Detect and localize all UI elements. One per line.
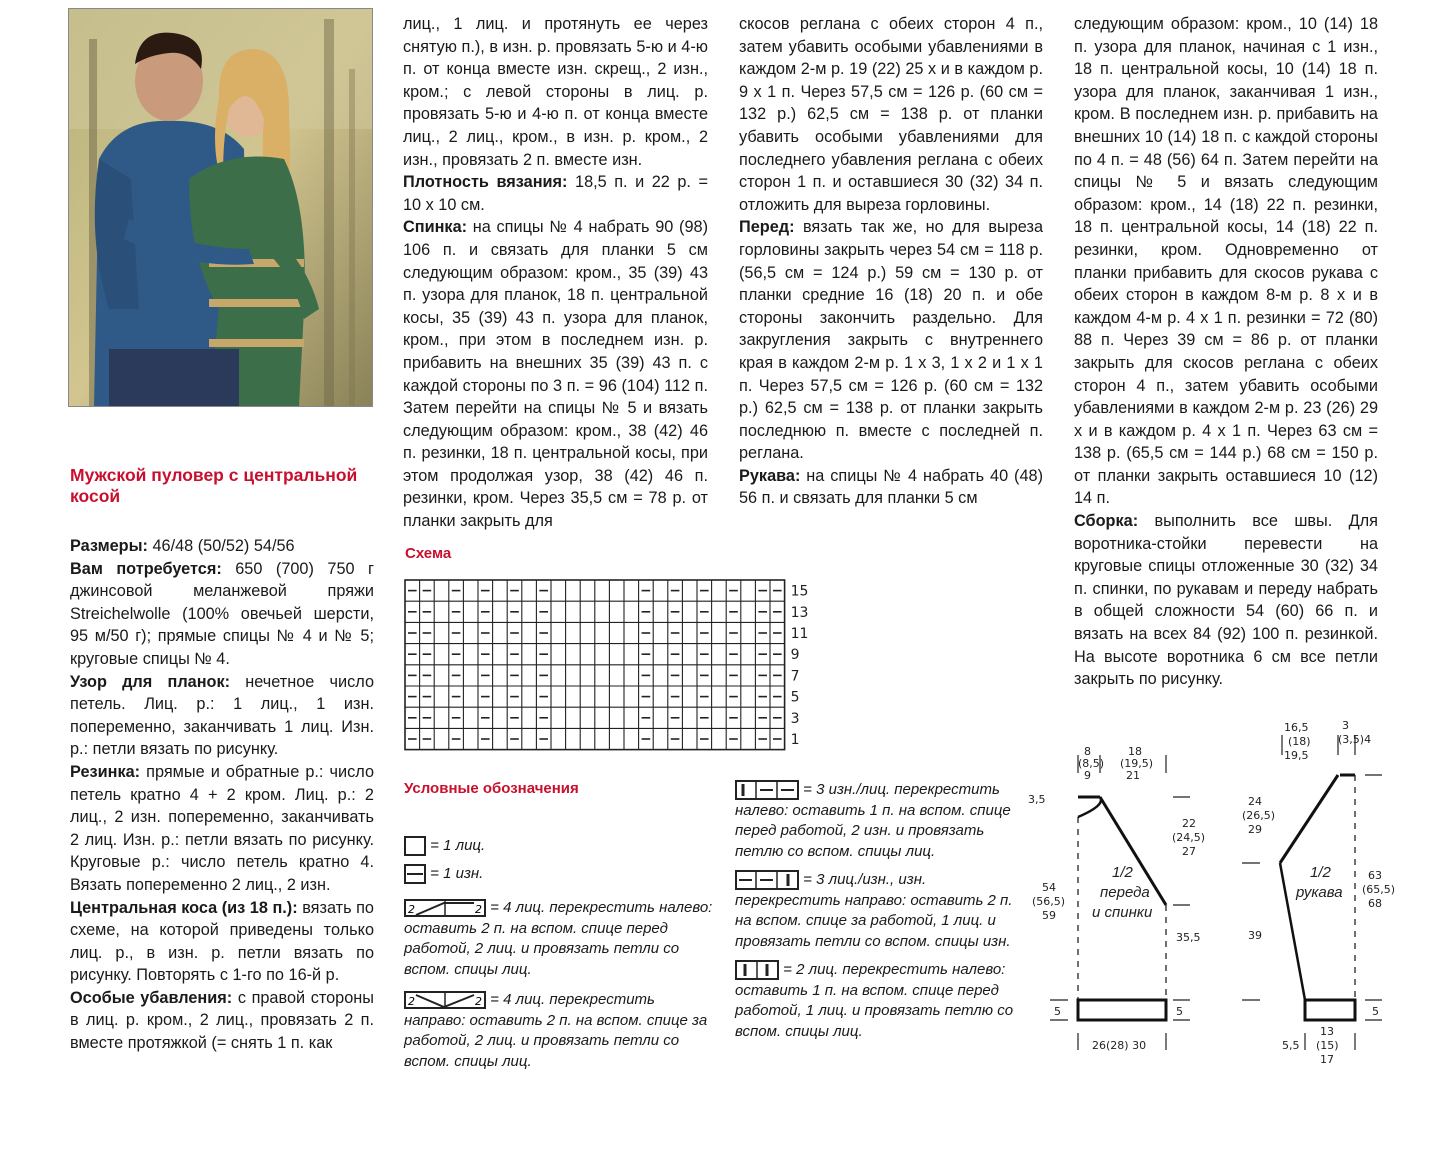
sleeve-label: Рукава: — [739, 466, 801, 485]
body-left-54-b: (56,5) — [1032, 895, 1066, 908]
col2-cont: лиц., 1 лиц. и протянуть ее через снятую п.), в изн. р. провязать 5-ю и 4-ю п. от конца вместе изн. скрещ., 2 изн., кром.; с левой стороны в лиц. р. провязать 5-ю и 4-ю п. от конца вместе лиц., 2 лиц., кром., в изн. р. кром., 2 изн., провязать 2 п. вместе изн. — [403, 15, 708, 169]
need-label: Вам потребуется: — [70, 559, 222, 578]
sleeve-left-24: 24 — [1248, 795, 1262, 808]
purl-symbol-icon — [404, 864, 426, 884]
c4l-num-right: 2 — [475, 903, 482, 917]
scheme-heading: Схема — [405, 545, 452, 562]
body-half-3: и спинки — [1092, 904, 1153, 921]
need-para — [70, 558, 374, 671]
column-4 — [1074, 13, 1378, 691]
legend-c4r-text: = 4 лиц. перекрестить направо: оставить 2 п. на вспом. спице за работой, 2 лиц. и провязать петли со вспом. спицы лиц. — [404, 991, 708, 1070]
need-text: 650 (700) 750 г джинсовой меланжевой пряжи Streichelwolle (100% овечьей шерсти, 95 м/50 г); прямые спицы № 4 и № 5; круговые спицы № 4. — [70, 559, 374, 668]
photo-couple-sweaters — [68, 8, 373, 407]
legend-c3r — [735, 870, 1015, 952]
col3-cont: скосов реглана с обеих сторон 4 п., затем убавить особыми убавлениями в каждом 2-м р. 19 (22) 25 х и в каждом р. 9 х 1 п. Через 57,5 см = 126 р. (60 см = 132 р.) 62,5 см = 138 р. от планки убавить особыми убавлениями для последнего убавления реглана с обеих сторон 1 п. и оставшиеся 30 (32) 34 п. отложить для выреза горловины. — [739, 15, 1043, 214]
legend-knit — [404, 836, 714, 860]
legend-purl-text: = 1 изн. — [430, 865, 484, 882]
back-text: на спицы № 4 набрать 90 (98) 106 п. и связать для планки 5 см следующим образом: кром., 35 (39) 43 п. узора для планок, 18 п. центральной косы, 35 (39) 43 п. узора для планок, кром., при этом в последнем изн. р. прибавить на внешних 35 (39) 43 п. с каждой стороны по 3 п. = 96 (104) 112 п. Затем перейти на спицы № 5 и вязать следующим образом: кром., 38 (42) 46 п. резинки, 18 п. центральной косы, при этом продолжая узор, 38 (42) 46 п. резинки, кром. Через 35,5 см = 78 р. от планки закрыть для — [403, 218, 708, 531]
back-para — [403, 216, 708, 532]
body-half-1: 1/2 — [1112, 864, 1133, 881]
cable-3-left-symbol-icon — [735, 780, 799, 800]
scheme-row-number: 9 — [790, 647, 800, 664]
scheme-row-number: 15 — [790, 583, 809, 600]
body-top-b-b: (19,5) — [1120, 757, 1154, 770]
scheme-row-number: 7 — [790, 668, 800, 685]
scheme-row-number: 5 — [790, 689, 800, 706]
c4l-num-left: 2 — [408, 903, 415, 917]
c4r-num-left: 2 — [408, 995, 415, 1009]
sleeve-top-a-c: 19,5 — [1284, 749, 1309, 762]
sizes-text: 46/48 (50/52) 54/56 — [147, 537, 295, 555]
legend-c3l-text: = 3 изн./лиц. перекрестить налево: оставить 1 п. на вспом. спице перед работой, 2 изн. и провязать петлю со вспом. спицы лиц. — [735, 781, 1011, 860]
sleeve-left-39: 39 — [1248, 929, 1262, 942]
sleeve-band-5: 5 — [1372, 1005, 1379, 1018]
body-left-54-c: 59 — [1042, 909, 1056, 922]
sleeve-top-b-b: (3,5)4 — [1338, 733, 1372, 746]
legend-c3l — [735, 780, 1015, 862]
scheme-row-number: 13 — [790, 604, 809, 621]
legend-left — [404, 836, 714, 1072]
assembly-text: выполнить все швы. Для воротника-стойки перевести на круговые спицы отложенные 30 (32) 34 п. спинки, по рукавам и переду набрать в общей сложности 54 (60) 66 п. и вязать на всех 84 (92) 100 п. резинкой. На высоте воротника 6 см все петли закрыть по рисунку. — [1074, 512, 1378, 689]
sleeve-top-b: 3 — [1342, 719, 1349, 732]
dec-label: Особые убавления: — [70, 988, 233, 1007]
legend-c4r — [404, 990, 714, 1072]
sleeve-right-63: 63 — [1368, 869, 1382, 882]
column-1 — [70, 535, 374, 1055]
sleeve-bottom-13-c: 17 — [1320, 1053, 1334, 1066]
sleeve-top-a-b: (18) — [1288, 735, 1311, 748]
body-band-5b: 5 — [1176, 1005, 1183, 1018]
sleeve-half-2: рукава — [1296, 884, 1343, 901]
body-band-5a: 5 — [1054, 1005, 1061, 1018]
front-text: вязать так же, но для выреза горловины закрыть через 54 см = 118 р. (56,5 см = 124 р.) 59 см = 130 р. от планки средние 16 (18) 20 п. и обе стороны закончить раздельно. Для закругления закрыть с внутреннего края в каждом 2-м р. 1 х 3, 1 х 2 и 1 х 1 п. Через 57,5 см = 126 р. (60 см = 132 р.) 62,5 см = 138 р. от планки закрыть последнюю п. вместе с последней п. реглана. — [739, 218, 1043, 463]
scheme-row-number: 11 — [790, 626, 809, 642]
legend-c3r-text: = 3 лиц./изн., изн. перекрестить направо: оставить 2 п. на вспом. спице за работой, 1 лиц. и провязать петли со вспом. спицы изн. — [735, 871, 1013, 950]
legend-c2l-text: = 2 лиц. перекрестить налево: оставить 1 п. на вспом. спице перед работой, 1 лиц. и провязать петлю со вспом. спицы лиц. — [735, 961, 1014, 1040]
sleeve-half-1: 1/2 — [1310, 864, 1331, 881]
body-top-b-c: 21 — [1126, 769, 1140, 782]
plank-para — [70, 671, 374, 761]
back-label: Спинка: — [403, 218, 468, 237]
body-side-355: 35,5 — [1176, 931, 1201, 944]
body-left-54: 54 — [1042, 881, 1056, 894]
legend-right — [735, 780, 1015, 1042]
sleeve-left-24-b: (26,5) — [1242, 809, 1276, 822]
sleeve-bottom-55: 5,5 — [1282, 1039, 1300, 1052]
column-3 — [739, 13, 1043, 510]
assembly-para — [1074, 510, 1378, 691]
sleeve-para — [739, 465, 1043, 510]
density-label: Плотность вязания: — [403, 173, 568, 192]
body-width: 26(28) 30 — [1092, 1039, 1147, 1052]
cable-para — [70, 897, 374, 987]
body-left-35: 3,5 — [1028, 793, 1046, 806]
cable-4-left-symbol-icon — [404, 899, 486, 917]
cable-4-right-symbol-icon — [404, 991, 486, 1009]
rib-para — [70, 761, 374, 897]
c4r-num-right: 2 — [475, 995, 482, 1009]
sleeve-text: на спицы № 4 набрать 40 (48) 56 п. и связать для планки 5 см — [739, 466, 1043, 508]
rib-label: Резинка: — [70, 762, 141, 781]
cable-text: вязать по схеме, на которой приведены только лиц. р., в изн. р. петли вязать по рисунку. Повторять с 1-го по 16-й р. — [70, 898, 374, 985]
body-raglan-22: 22 — [1182, 817, 1196, 830]
cable-label: Центральная коса (из 18 п.): — [70, 898, 298, 917]
knit-symbol-icon — [404, 836, 426, 856]
plank-text: нечетное число петель. Лиц. р.: 1 лиц., 1 изн. попеременно, заканчивать 1 лиц. Изн. р.: петли вязать по рисунку. — [70, 672, 375, 759]
sleeve-top-a: 16,5 — [1284, 721, 1309, 734]
cable-3-right-symbol-icon — [735, 870, 799, 890]
sleeve-bottom-13-b: (15) — [1316, 1039, 1339, 1052]
scheme-row-number: 1 — [790, 732, 800, 748]
cable-2-left-symbol-icon — [735, 960, 779, 980]
legend-heading: Условные обозначения — [404, 780, 579, 797]
sleeve-right-63-b: (65,5) — [1362, 883, 1396, 896]
dec-text: с правой стороны в лиц. р. кром., 2 лиц., провязать 2 п. вместе протяжкой (= снять 1 п. как — [70, 988, 374, 1053]
legend-knit-text: = 1 лиц. — [430, 837, 486, 854]
column-2 — [403, 13, 708, 533]
plank-label: Узор для планок: — [70, 672, 231, 691]
sleeve-bottom-13: 13 — [1320, 1025, 1334, 1038]
body-top-b: 18 — [1128, 745, 1142, 758]
body-raglan-22-b: (24,5) — [1172, 831, 1206, 844]
density-text: 18,5 п. и 22 р. = 10 х 10 см. — [403, 173, 708, 214]
article-title: Мужской пуловер с центральной косой — [70, 465, 358, 506]
dec-para — [70, 987, 374, 1055]
scheme-row-number: 3 — [790, 710, 800, 727]
legend-c2l — [735, 960, 1015, 1042]
pattern-schematic — [1020, 715, 1430, 1075]
body-raglan-22-c: 27 — [1182, 845, 1196, 858]
body-half-2: переда — [1100, 884, 1150, 901]
body-top-a-c: 9 — [1084, 769, 1091, 782]
sleeve-right-63-c: 68 — [1368, 897, 1382, 910]
density-para — [403, 171, 708, 216]
front-label: Перед: — [739, 218, 795, 237]
front-para — [739, 216, 1043, 465]
legend-c4l-text: = 4 лиц. перекрестить налево: оставить 2 п. на вспом. спице перед работой, 2 лиц. и провязать петли со вспом. спицы лиц. — [404, 899, 713, 978]
assembly-label: Сборка: — [1074, 512, 1139, 531]
legend-purl — [404, 864, 714, 890]
sizes-label: Размеры: — [70, 537, 148, 555]
col4-cont: следующим образом: кром., 10 (14) 18 п. узора для планок, начиная с 1 изн., 18 п. центральной косы, 10 (14) 18 п. узора для планок, заканчивая 1 изн., кром. В последнем изн. р. прибавить на внешних 10 (14) 18 п. с каждой стороны по 4 п. = 48 (56) 64 п. Затем перейти на спицы № 5 и вязать следующим образом: кром., 14 (18) 22 п. резинки, 18 п. центральной косы, 14 (18) 22 п. резинки, кром. Одновременно от планки прибавить для скосов рукава с обеих сторон в каждом 8-м р. 8 х и в каждом 4-м р. 4 х 1 п. резинки = 72 (80) 88 п. Через 39 см = 86 р. от планки закрыть для скосов реглана с обеих сторон 4 п., затем убавить особыми убавлениями в каждом 2-м р. 23 (26) 29 х и в каждом р. 4 х 1 п. Через 63 см = 138 р. (65,5 см = 144 р.) 68 см = 150 р. от планки закрыть оставшиеся 10 (12) 14 п. — [1074, 15, 1378, 508]
sizes-para — [70, 535, 374, 558]
body-top-a-b: (8,5) — [1078, 757, 1105, 770]
sleeve-left-24-c: 29 — [1248, 823, 1262, 836]
rib-text: прямые и обратные р.: число петель кратно 4 + 2 кром. Лиц. р.: 2 лиц., 2 изн. попеременно, заканчивать 2 лиц. Изн. р.: петли вязать по рисунку. Круговые р.: число петель кратно 4. Вязать попеременно 2 лиц., 2 изн. — [70, 762, 374, 894]
legend-c4l — [404, 898, 714, 980]
body-top-a: 8 — [1084, 745, 1091, 758]
cable-scheme-chart — [400, 575, 820, 755]
